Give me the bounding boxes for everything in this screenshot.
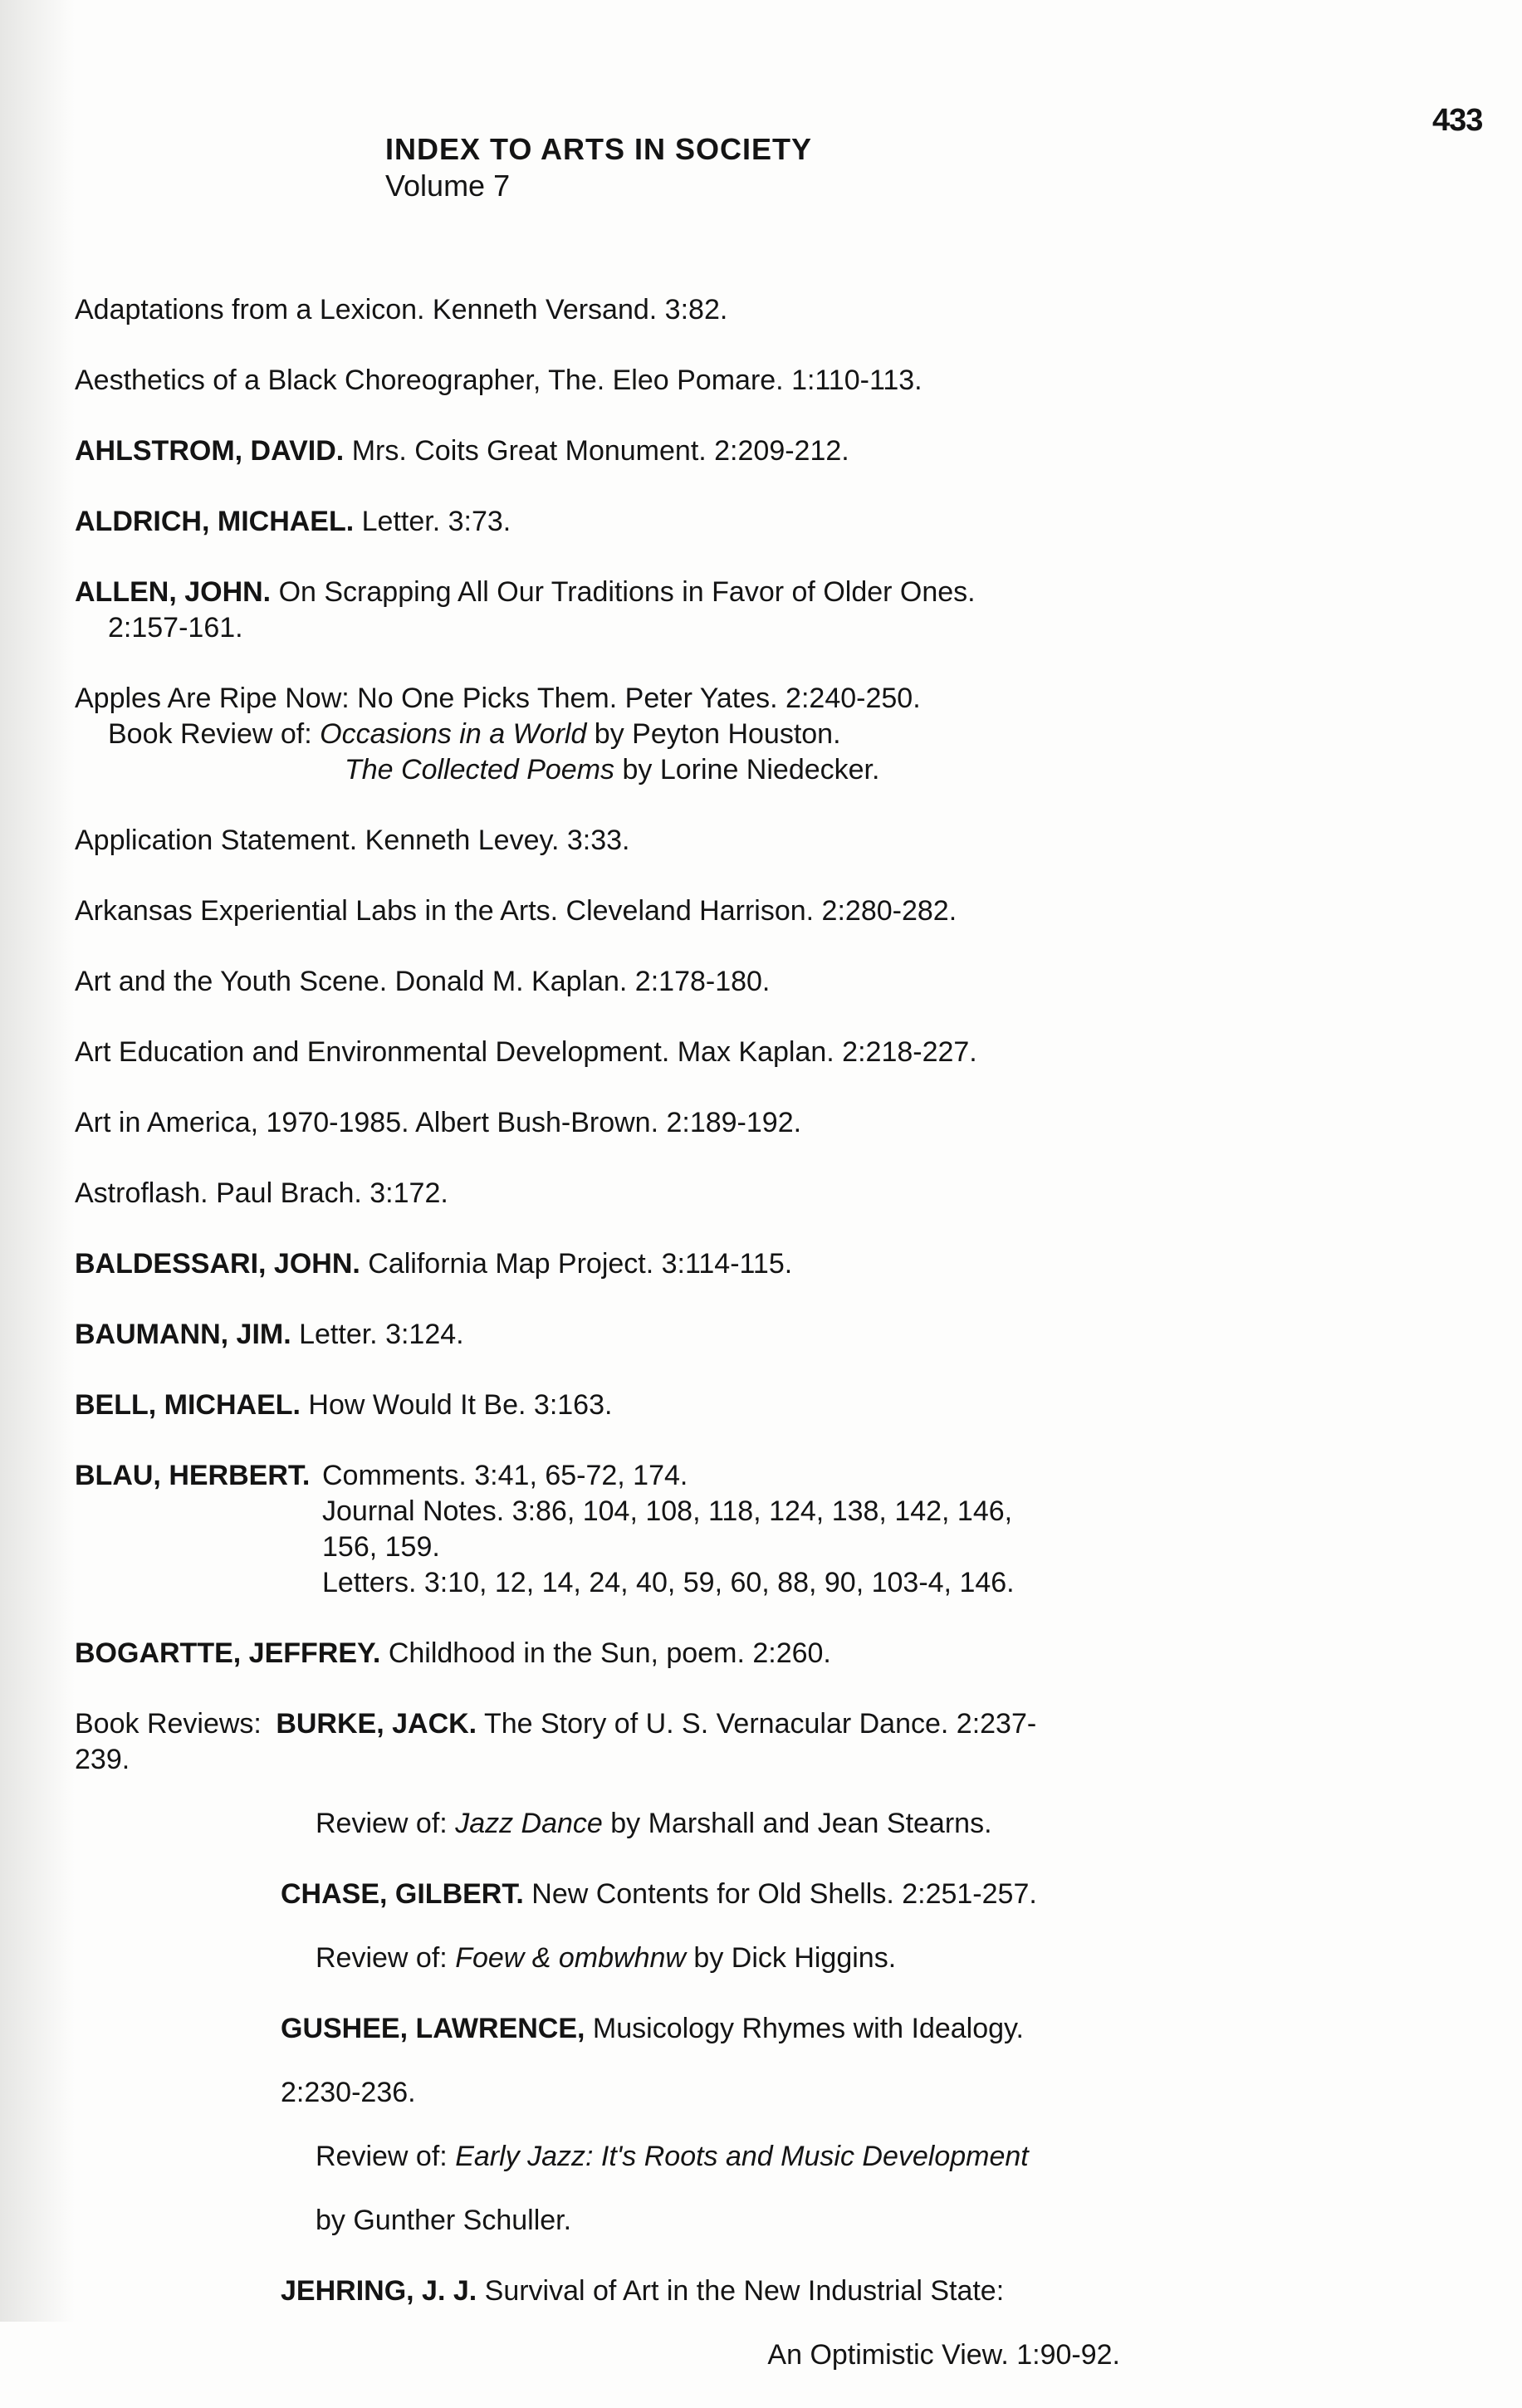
- author-name: BAUMANN, JIM.: [75, 1319, 291, 1350]
- author-name: BOGARTTE, JEFFREY.: [75, 1637, 381, 1669]
- index-entry: [75, 1317, 1121, 1353]
- review-title: Early Jazz: It's Roots and Music Development: [455, 2141, 1029, 2172]
- author-name: ALDRICH, MICHAEL.: [75, 506, 355, 537]
- entry-text: Letters. 3:10, 12, 14, 24, 40, 59, 60, 88, 90, 103-4, 146.: [322, 1567, 1015, 1598]
- index-entry: [75, 893, 1121, 929]
- index-entry: [75, 1388, 1121, 1423]
- index-entry: [75, 681, 1121, 788]
- entry-text: Art Education and Environmental Development. Max Kaplan. 2:218-227.: [75, 1036, 977, 1068]
- entry-text: Letter. 3:124.: [291, 1319, 464, 1350]
- index-entry: [75, 1246, 1121, 1282]
- volume-label: Volume 7: [385, 169, 511, 203]
- review-title: Occasions in a World: [320, 718, 587, 750]
- entry-text: 156, 159.: [322, 1531, 440, 1563]
- entry-text: Art in America, 1970-1985. Albert Bush-Brown. 2:189-192.: [75, 1107, 802, 1138]
- entry-text: How Would It Be. 3:163.: [300, 1389, 613, 1421]
- review-label: Review of:: [316, 1942, 456, 1974]
- index-entry: [75, 363, 1121, 399]
- entry-text: Astroflash. Paul Brach. 3:172.: [75, 1177, 448, 1209]
- entry-text: Arkansas Experiential Labs in the Arts. Cleveland Harrison. 2:280-282.: [75, 895, 957, 927]
- author-name: BLAU, HERBERT.: [75, 1460, 311, 1491]
- entry-pages: 239.: [75, 1744, 130, 1775]
- entry-text: Comments. 3:41, 65-72, 174.: [322, 1460, 688, 1491]
- entry-text: California Map Project. 3:114-115.: [360, 1248, 793, 1280]
- index-entry: [75, 1105, 1121, 1141]
- book-reviews-section: [75, 1706, 1121, 2373]
- entry-text: Survival of Art in the New Industrial State:: [477, 2275, 1005, 2307]
- index-entry: [75, 433, 1121, 469]
- entry-text: Application Statement. Kenneth Levey. 3:33.: [75, 825, 630, 856]
- index-entry: [75, 575, 1121, 646]
- author-name: AHLSTROM, DAVID.: [75, 435, 345, 467]
- author-name: BELL, MICHAEL.: [75, 1389, 301, 1421]
- page-number: 433: [1432, 103, 1483, 138]
- book-review-entry: [75, 1877, 1121, 1976]
- author-name: CHASE, GILBERT.: [281, 1878, 524, 1910]
- review-label: Book Review of:: [108, 718, 321, 750]
- entry-text: New Contents for Old Shells. 2:251-257.: [523, 1878, 1037, 1910]
- review-label: Review of:: [316, 2141, 456, 2172]
- index-list: [75, 292, 1121, 2408]
- entry-text: An Optimistic View. 1:90-92.: [767, 2339, 1120, 2371]
- entry-pages: 2:157-161.: [108, 612, 243, 644]
- review-author: by Gunther Schuller.: [316, 2205, 572, 2236]
- entry-text: The Story of U. S. Vernacular Dance. 2:237-: [477, 1708, 1037, 1740]
- index-entry: [75, 292, 1121, 328]
- index-entry: [75, 823, 1121, 859]
- author-name: ALLEN, JOHN.: [75, 576, 272, 608]
- author-name: BURKE, JACK.: [276, 1708, 477, 1740]
- review-author: by Marshall and Jean Stearns.: [602, 1808, 992, 1839]
- entry-text: Mrs. Coits Great Monument. 2:209-212.: [344, 435, 849, 467]
- review-title: The Collected Poems: [345, 754, 615, 786]
- index-entry: [75, 1176, 1121, 1211]
- index-entry: [75, 1035, 1121, 1070]
- entry-text: Letter. 3:73.: [354, 506, 511, 537]
- entry-pages: 2:230-236.: [281, 2077, 416, 2108]
- entry-text: Aesthetics of a Black Choreographer, The. Eleo Pomare. 1:110-113.: [75, 365, 922, 396]
- review-label: Review of:: [316, 1808, 456, 1839]
- index-entry: [75, 1458, 1121, 1601]
- index-entry: [75, 504, 1121, 540]
- entry-text: Adaptations from a Lexicon. Kenneth Versand. 3:82.: [75, 294, 728, 325]
- review-author: by Lorine Niedecker.: [614, 754, 880, 786]
- review-author: by Dick Higgins.: [685, 1942, 897, 1974]
- author-name: JEHRING, J. J.: [281, 2275, 477, 2307]
- entry-text: On Scrapping All Our Traditions in Favor of Older Ones.: [271, 576, 976, 608]
- author-name: GUSHEE, LAWRENCE,: [281, 2013, 585, 2044]
- book-reviews-label: Book Reviews:: [75, 1708, 270, 1740]
- entry-text: Musicology Rhymes with Idealogy.: [585, 2013, 1024, 2044]
- index-entry: [75, 964, 1121, 1000]
- index-entry: [75, 1636, 1121, 1671]
- page-title: INDEX TO ARTS IN SOCIETY: [385, 132, 813, 166]
- review-author: by Peyton Houston.: [586, 718, 841, 750]
- entry-text: Apples Are Ripe Now: No One Picks Them. Peter Yates. 2:240-250.: [75, 683, 921, 714]
- page-edge-shadow: [0, 0, 75, 2322]
- book-review-entry: [75, 2273, 1121, 2373]
- entry-text: Childhood in the Sun, poem. 2:260.: [380, 1637, 831, 1669]
- author-name: BALDESSARI, JOHN.: [75, 1248, 360, 1280]
- review-title: Foew & ombwhnw: [455, 1942, 686, 1974]
- entry-text: Journal Notes. 3:86, 104, 108, 118, 124, 138, 142, 146,: [322, 1495, 1013, 1527]
- page-header: [385, 131, 812, 204]
- book-review-entry: [75, 2011, 1121, 2239]
- review-title: Jazz Dance: [455, 1808, 603, 1839]
- entry-text: Art and the Youth Scene. Donald M. Kaplan. 2:178-180.: [75, 966, 771, 997]
